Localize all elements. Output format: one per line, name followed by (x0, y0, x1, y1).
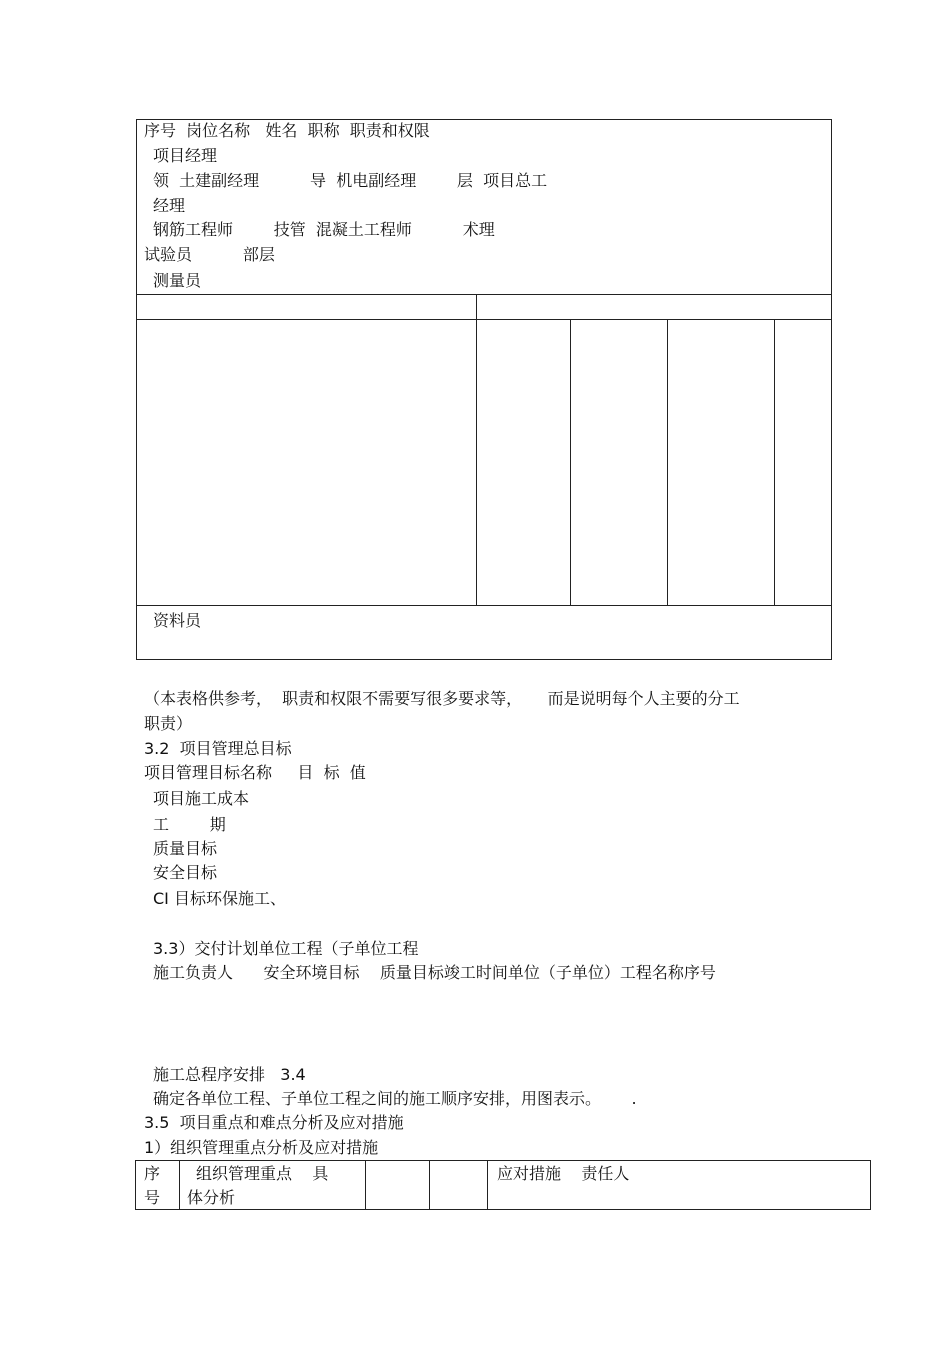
section-3-4-desc: 确定各单位工程、子单位工程之间的施工顺序安排，用图表示。 . (153, 1089, 637, 1108)
table-column-divider (570, 319, 571, 606)
goal-item: 项目施工成本 (153, 789, 250, 808)
note-text-cont: 职责） (144, 714, 193, 733)
staff-row: 项目经理 (153, 146, 218, 165)
table-row-divider (136, 605, 832, 606)
table-column-divider (365, 1160, 366, 1210)
col-measures: 应对措施 责任人 (497, 1164, 630, 1183)
section-3-2-title: 3.2 项目管理总目标 (144, 739, 292, 758)
col-analysis-bottom: 体分析 (187, 1188, 236, 1207)
goal-item: 质量目标 (153, 839, 218, 858)
staff-row: 试验员 部层 (144, 245, 275, 264)
table-row-divider (136, 294, 832, 295)
col-no-top: 序 (144, 1164, 161, 1183)
table-column-divider (179, 1160, 180, 1210)
staff-row: 领 土建副经理 导 机电副经理 层 项目总工 (153, 171, 548, 190)
staff-table (136, 119, 832, 660)
goal-item: 安全目标 (153, 863, 218, 882)
section-3-2-header: 项目管理目标名称 目 标 值 (144, 763, 366, 782)
table-column-divider (429, 1160, 430, 1210)
staff-row: 测量员 (153, 271, 202, 290)
staff-row-last: 资料员 (153, 611, 202, 630)
col-analysis-top: 组织管理重点 具 (196, 1164, 329, 1183)
table-column-divider (487, 1160, 488, 1210)
table-row-divider (136, 319, 832, 320)
section-3-5-title: 3.5 项目重点和难点分析及应对措施 (144, 1113, 404, 1132)
col-no-bottom: 号 (144, 1188, 161, 1207)
table-column-divider (667, 319, 668, 606)
table-column-divider (476, 294, 477, 606)
staff-table-header: 序号 岗位名称 姓名 职称 职责和权限 (144, 121, 430, 140)
section-3-3-title: 3.3）交付计划单位工程（子单位工程 (153, 939, 419, 958)
goal-item: CI 目标环保施工、 (153, 889, 286, 908)
goal-item: 工 期 (153, 815, 226, 834)
table-column-divider (774, 319, 775, 606)
staff-row: 钢筋工程师 技管 混凝土工程师 术理 (153, 220, 495, 239)
section-3-4-title: 施工总程序安排 3.4 (153, 1065, 306, 1084)
section-3-3-header: 施工负责人 安全环境目标 质量目标竣工时间单位（子单位）工程名称序号 (153, 963, 716, 982)
section-3-5-sub: 1）组织管理重点分析及应对措施 (144, 1138, 379, 1157)
note-text: （本表格供参考， 职责和权限不需要写很多要求等， 而是说明每个人主要的分工 (144, 689, 740, 708)
staff-row: 经理 (153, 196, 186, 215)
